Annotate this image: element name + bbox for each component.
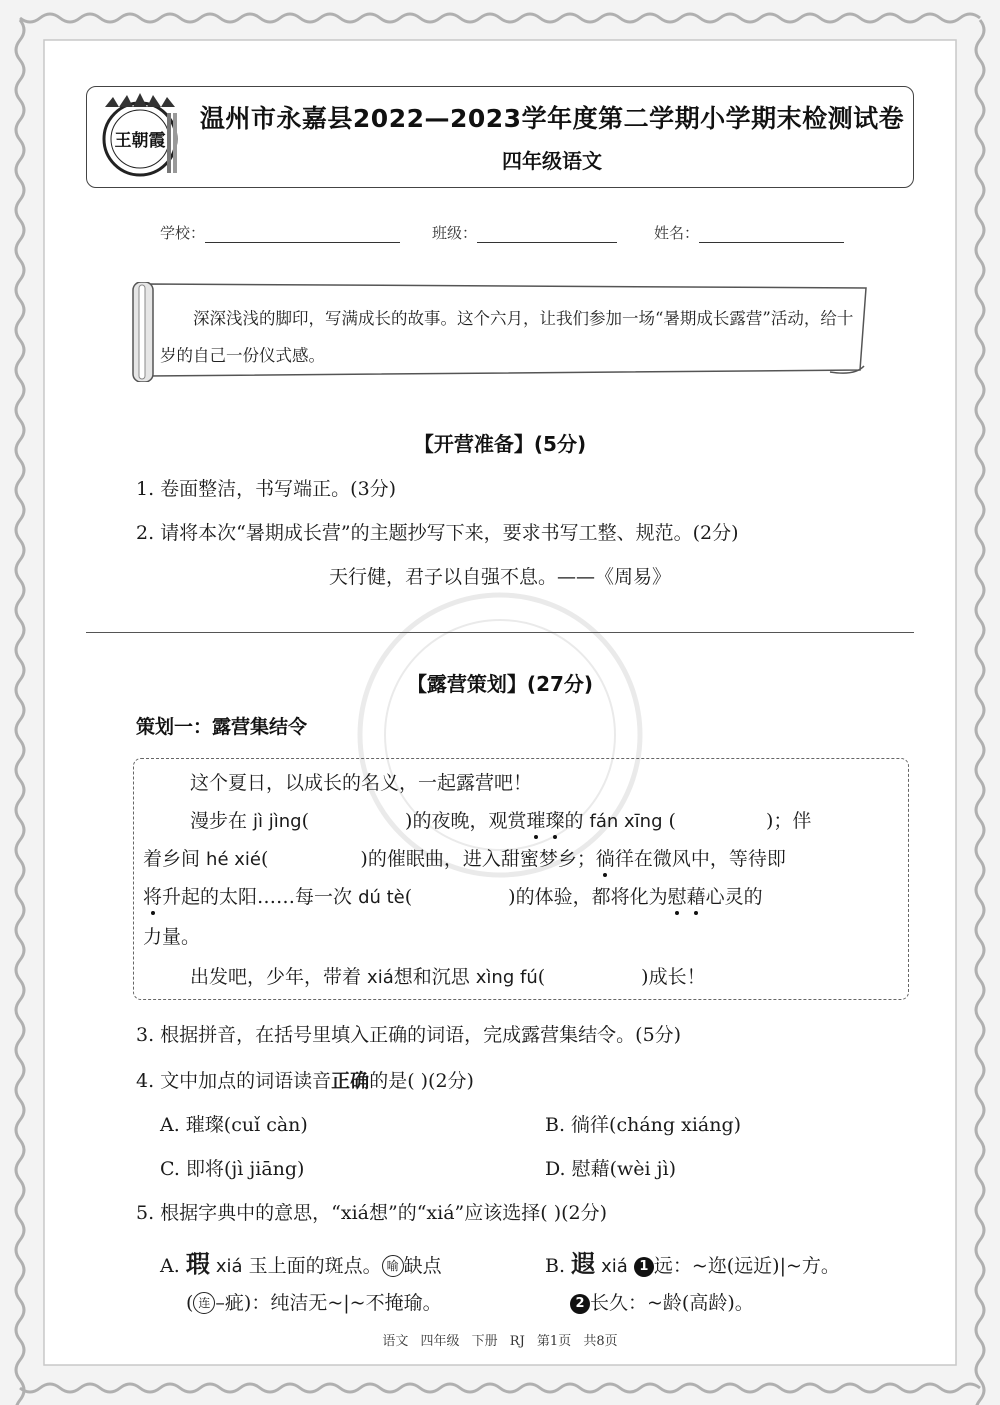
school-label: 学校：	[160, 224, 206, 242]
q4-option-a[interactable]: A. 璀璨(cuǐ càn)	[160, 1114, 308, 1136]
option-label: A.	[160, 1255, 180, 1277]
text: 徉在微风中，等待即	[614, 848, 786, 870]
passage-line-4	[143, 882, 763, 909]
question-4	[136, 1066, 474, 1093]
text: 心灵的	[705, 886, 763, 908]
text: (	[186, 1292, 194, 1314]
definition: –疵)：纯洁无~|~不掩瑜。	[215, 1292, 442, 1314]
text: 出发吧，少年，带着	[190, 966, 368, 988]
passage-line-3	[143, 844, 786, 871]
pinyin: hé xié	[206, 849, 261, 870]
metaphor-mark-icon: 喻	[382, 1255, 404, 1277]
sense-number-icon: 1	[634, 1257, 654, 1277]
dotted-char: 慰	[668, 882, 687, 909]
q4-option-d[interactable]: D. 慰藉(wèi jì)	[545, 1158, 677, 1180]
pinyin: fán xīng	[589, 811, 663, 832]
q5-option-b[interactable]	[545, 1244, 840, 1279]
passage-line-5: 力量。	[143, 926, 201, 948]
text: 的是( )(2分)	[369, 1070, 474, 1092]
school-field[interactable]	[160, 222, 400, 243]
emphasis-text: 正确	[331, 1070, 370, 1092]
dotted-char: 璀	[526, 806, 545, 833]
dotted-char: 徜	[596, 844, 615, 871]
pinyin: xiá	[215, 1256, 243, 1277]
class-label: 班级：	[432, 224, 478, 242]
text: 着乡间	[143, 848, 207, 870]
passage-line-6	[190, 962, 706, 989]
q4-option-b[interactable]: B. 徜徉(cháng xiáng)	[545, 1114, 742, 1136]
section-title-planning: 【露营策划】(27分)	[406, 672, 594, 696]
definition: 远：~迩(远近)|~方。	[653, 1255, 840, 1277]
plan-one-title: 策划一：露营集结令	[136, 716, 308, 738]
text: )成长！	[641, 966, 706, 988]
motto-quote: 天行健，君子以自强不息。——《周易》	[328, 566, 671, 588]
passage-line-1: 这个夏日，以成长的名义，一起露营吧！	[190, 772, 533, 794]
text: 4. 文中加点的词语读音	[136, 1070, 332, 1092]
text: 的	[564, 810, 590, 832]
dotted-char: 藉	[687, 882, 706, 909]
pinyin: xìng fú	[475, 967, 538, 988]
dictionary-char: 遐	[571, 1250, 596, 1278]
text: 漫步在	[190, 810, 254, 832]
definition: 玉上面的斑点。	[242, 1255, 382, 1277]
svg-text:王朝霞: 王朝霞	[114, 131, 166, 151]
text: 想和沉思	[393, 966, 476, 988]
text: )；伴	[765, 810, 812, 832]
header-box	[86, 86, 914, 188]
question-1: 1. 卷面整洁，书写端正。(3分)	[136, 478, 397, 500]
exam-title: 温州市永嘉县2022—2023学年度第二学期小学期末检测试卷	[199, 104, 905, 133]
section-title-opening: 【开营准备】(5分)	[413, 432, 587, 456]
q5-option-a[interactable]	[160, 1244, 442, 1279]
publisher-logo	[97, 93, 183, 181]
exam-subtitle: 四年级语文	[502, 149, 602, 173]
text: (	[301, 810, 310, 832]
page-footer: 语文 四年级 下册 RJ 第1页 共8页	[382, 1334, 618, 1349]
pinyin: xiá	[367, 967, 394, 988]
question-3: 3. 根据拼音，在括号里填入正确的词语，完成露营集结令。(5分)	[136, 1024, 682, 1046]
pinyin: jì jìng	[253, 811, 302, 832]
passage-line-2	[190, 806, 811, 833]
question-5: 5. 根据字典中的意思，“xiá想”的“xiá”应该选择( )(2分)	[136, 1202, 608, 1224]
class-field[interactable]	[432, 222, 617, 243]
q4-option-c[interactable]: C. 即将(jì jiāng)	[160, 1158, 305, 1180]
pinyin: dú tè	[358, 887, 405, 908]
sense-number-icon: 2	[570, 1294, 590, 1314]
q5-option-a-line2	[186, 1288, 442, 1315]
name-field[interactable]	[654, 222, 844, 243]
class-blank[interactable]	[477, 224, 617, 243]
question-2: 2. 请将本次“暑期成长营”的主题抄写下来，要求书写工整、规范。(2分)	[136, 522, 739, 544]
text: (	[260, 848, 269, 870]
q5-option-b-line2	[570, 1288, 754, 1315]
definition: 缺点	[403, 1255, 442, 1277]
text: (	[662, 810, 676, 832]
text: 升起的太阳……每一次	[162, 886, 359, 908]
text: (	[537, 966, 546, 988]
school-blank[interactable]	[205, 224, 400, 243]
name-label: 姓名：	[654, 224, 700, 242]
section-divider	[86, 632, 914, 633]
definition: 长久：~龄(高龄)。	[590, 1292, 754, 1314]
compound-mark-icon: 连	[193, 1292, 215, 1314]
name-blank[interactable]	[699, 224, 844, 243]
text: )的夜晚，观赏	[405, 810, 527, 832]
dictionary-char: 瑕	[185, 1250, 210, 1278]
text: (	[404, 886, 413, 908]
dotted-char: 将	[143, 882, 162, 909]
pinyin: xiá	[601, 1256, 628, 1277]
option-label: B.	[545, 1255, 566, 1277]
dotted-char: 璨	[545, 806, 564, 833]
text: )的催眠曲，进入甜蜜梦乡；	[360, 848, 596, 870]
intro-text: 深深浅浅的脚印，写满成长的故事。这个六月，让我们参加一场“暑期成长露营”活动，给十岁的自己一份仪式感。	[160, 309, 854, 365]
text: )的体验，都将化为	[508, 886, 668, 908]
